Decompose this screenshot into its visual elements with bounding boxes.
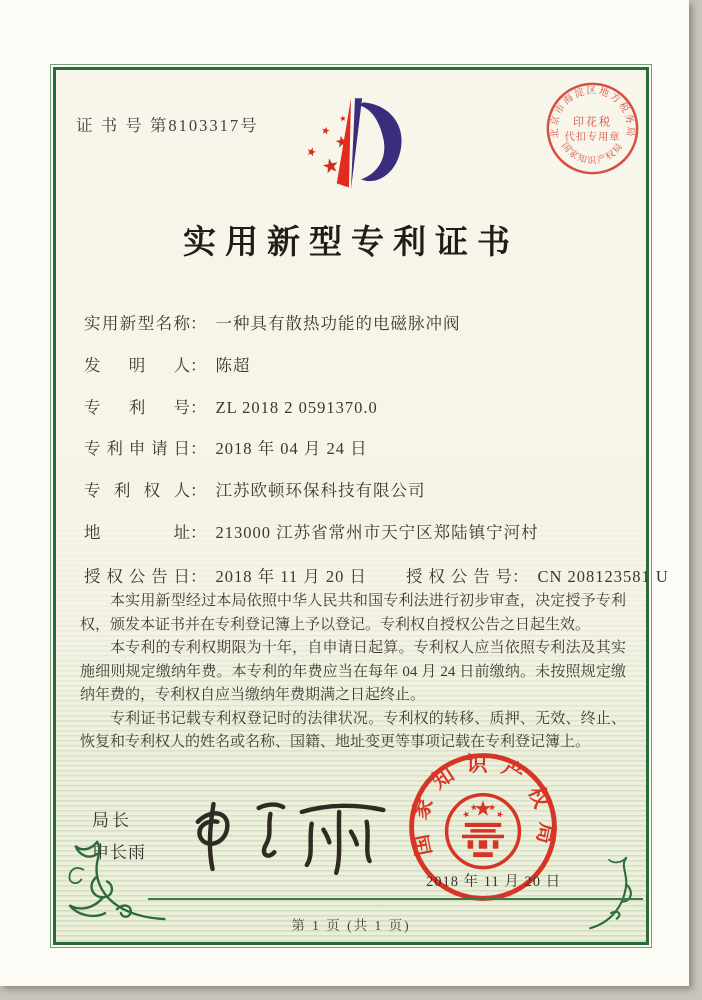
tax-stamp-line2: 代扣专用章 — [564, 132, 621, 144]
logo-purple-slash — [351, 98, 362, 189]
floral-ornament-left-icon — [56, 832, 168, 926]
director-name: 申长雨 — [92, 843, 146, 862]
field-label: 专利号 — [84, 398, 190, 417]
field-row — [84, 477, 426, 501]
legal-paragraph: 专利证书记载专利权登记时的法律状况。专利权的转移、质押、无效、终止、恢复和专利权人的姓名或名称、国籍、地址变更等事项记载在专利登记簿上。 — [80, 710, 626, 750]
cnipa-logo-icon — [278, 94, 430, 208]
field-colon: ： — [190, 314, 207, 333]
field-label: 专利申请日 — [84, 439, 190, 458]
seal-date: 2018 年 11 月 20 日 — [426, 874, 562, 890]
field-colon: ： — [190, 567, 207, 586]
field-value: 一种具有散热功能的电磁脉冲阀 — [215, 314, 461, 333]
logo-p-bowl — [359, 102, 401, 181]
certificate-number: 证 书 号 第8103317号 — [76, 116, 259, 135]
tax-stamp-arc-bottom: 国家知识产权局 — [559, 140, 626, 166]
field-row — [84, 519, 539, 543]
field-value: 2018 年 11 月 20 日 — [215, 567, 368, 586]
field-label: 地址 — [84, 523, 190, 542]
field-label: 发明人 — [84, 356, 190, 375]
field-label: 授权公告号 — [406, 567, 512, 586]
seal-ring-text: 国家知识产权局 — [406, 751, 560, 858]
national-emblem-icon — [447, 795, 520, 868]
logo-red-wedge — [337, 98, 351, 187]
field-colon: ： — [190, 439, 207, 458]
field-row — [406, 563, 669, 587]
field-colon: ： — [190, 481, 207, 500]
field-colon: ： — [190, 356, 207, 375]
field-row — [84, 435, 368, 459]
svg-text:国家知识产权局 — [560, 140, 625, 165]
field-label: 专利权人 — [84, 481, 190, 500]
director-signature-icon — [186, 794, 402, 878]
legal-paragraph: 本实用新型经过本局依照中华人民共和国专利法进行初步审查，决定授予专利权，颁发本证书并在专利登记簿上予以登记。专利权自授权公告之日起生效。 — [80, 593, 626, 633]
field-colon: ： — [190, 523, 207, 542]
svg-text:北京市海淀区地方税务局 — [547, 84, 637, 139]
legal-paragraph: 本专利的专利权期限为十年，自申请日起算。专利权人应当依照专利法及其实施细则规定缴纳年费。本专利的年费应当在每年 04 月 24 日前缴纳。未按照规定缴纳年费的，专利权自应当缴纳年费期满之日起终止。 — [80, 640, 626, 703]
field-value: CN 208123581 U — [537, 567, 669, 586]
certificate-body — [53, 67, 669, 945]
field-row — [84, 352, 251, 376]
field-value: 江苏欧顿环保科技有限公司 — [215, 481, 426, 500]
field-value: ZL 2018 2 0591370.0 — [215, 398, 378, 417]
field-row — [84, 310, 461, 334]
director-role-label: 局长 — [92, 811, 132, 830]
field-label: 实用新型名称 — [84, 314, 190, 333]
field-label: 授权公告日 — [84, 567, 190, 586]
field-value: 陈超 — [215, 356, 251, 375]
field-colon: ： — [190, 398, 207, 417]
decorative-frame — [50, 64, 669, 948]
field-row — [84, 394, 378, 418]
field-colon: ： — [512, 567, 529, 586]
page-number: 第 1 页 (共 1 页) — [291, 918, 411, 933]
field-row — [84, 563, 367, 587]
field-value: 2018 年 04 月 24 日 — [215, 439, 368, 458]
tax-stamp-seal — [544, 80, 641, 177]
footer-divider — [148, 898, 643, 900]
tax-stamp-arc-top: 北京市海淀区地方税务局 — [549, 85, 636, 139]
tax-stamp-line1: 印花税 — [572, 116, 613, 129]
certificate-title: 实用新型专利证书 — [183, 225, 519, 261]
field-value: 213000 江苏省常州市天宁区郑陆镇宁河村 — [215, 523, 539, 542]
legal-text — [80, 590, 626, 755]
